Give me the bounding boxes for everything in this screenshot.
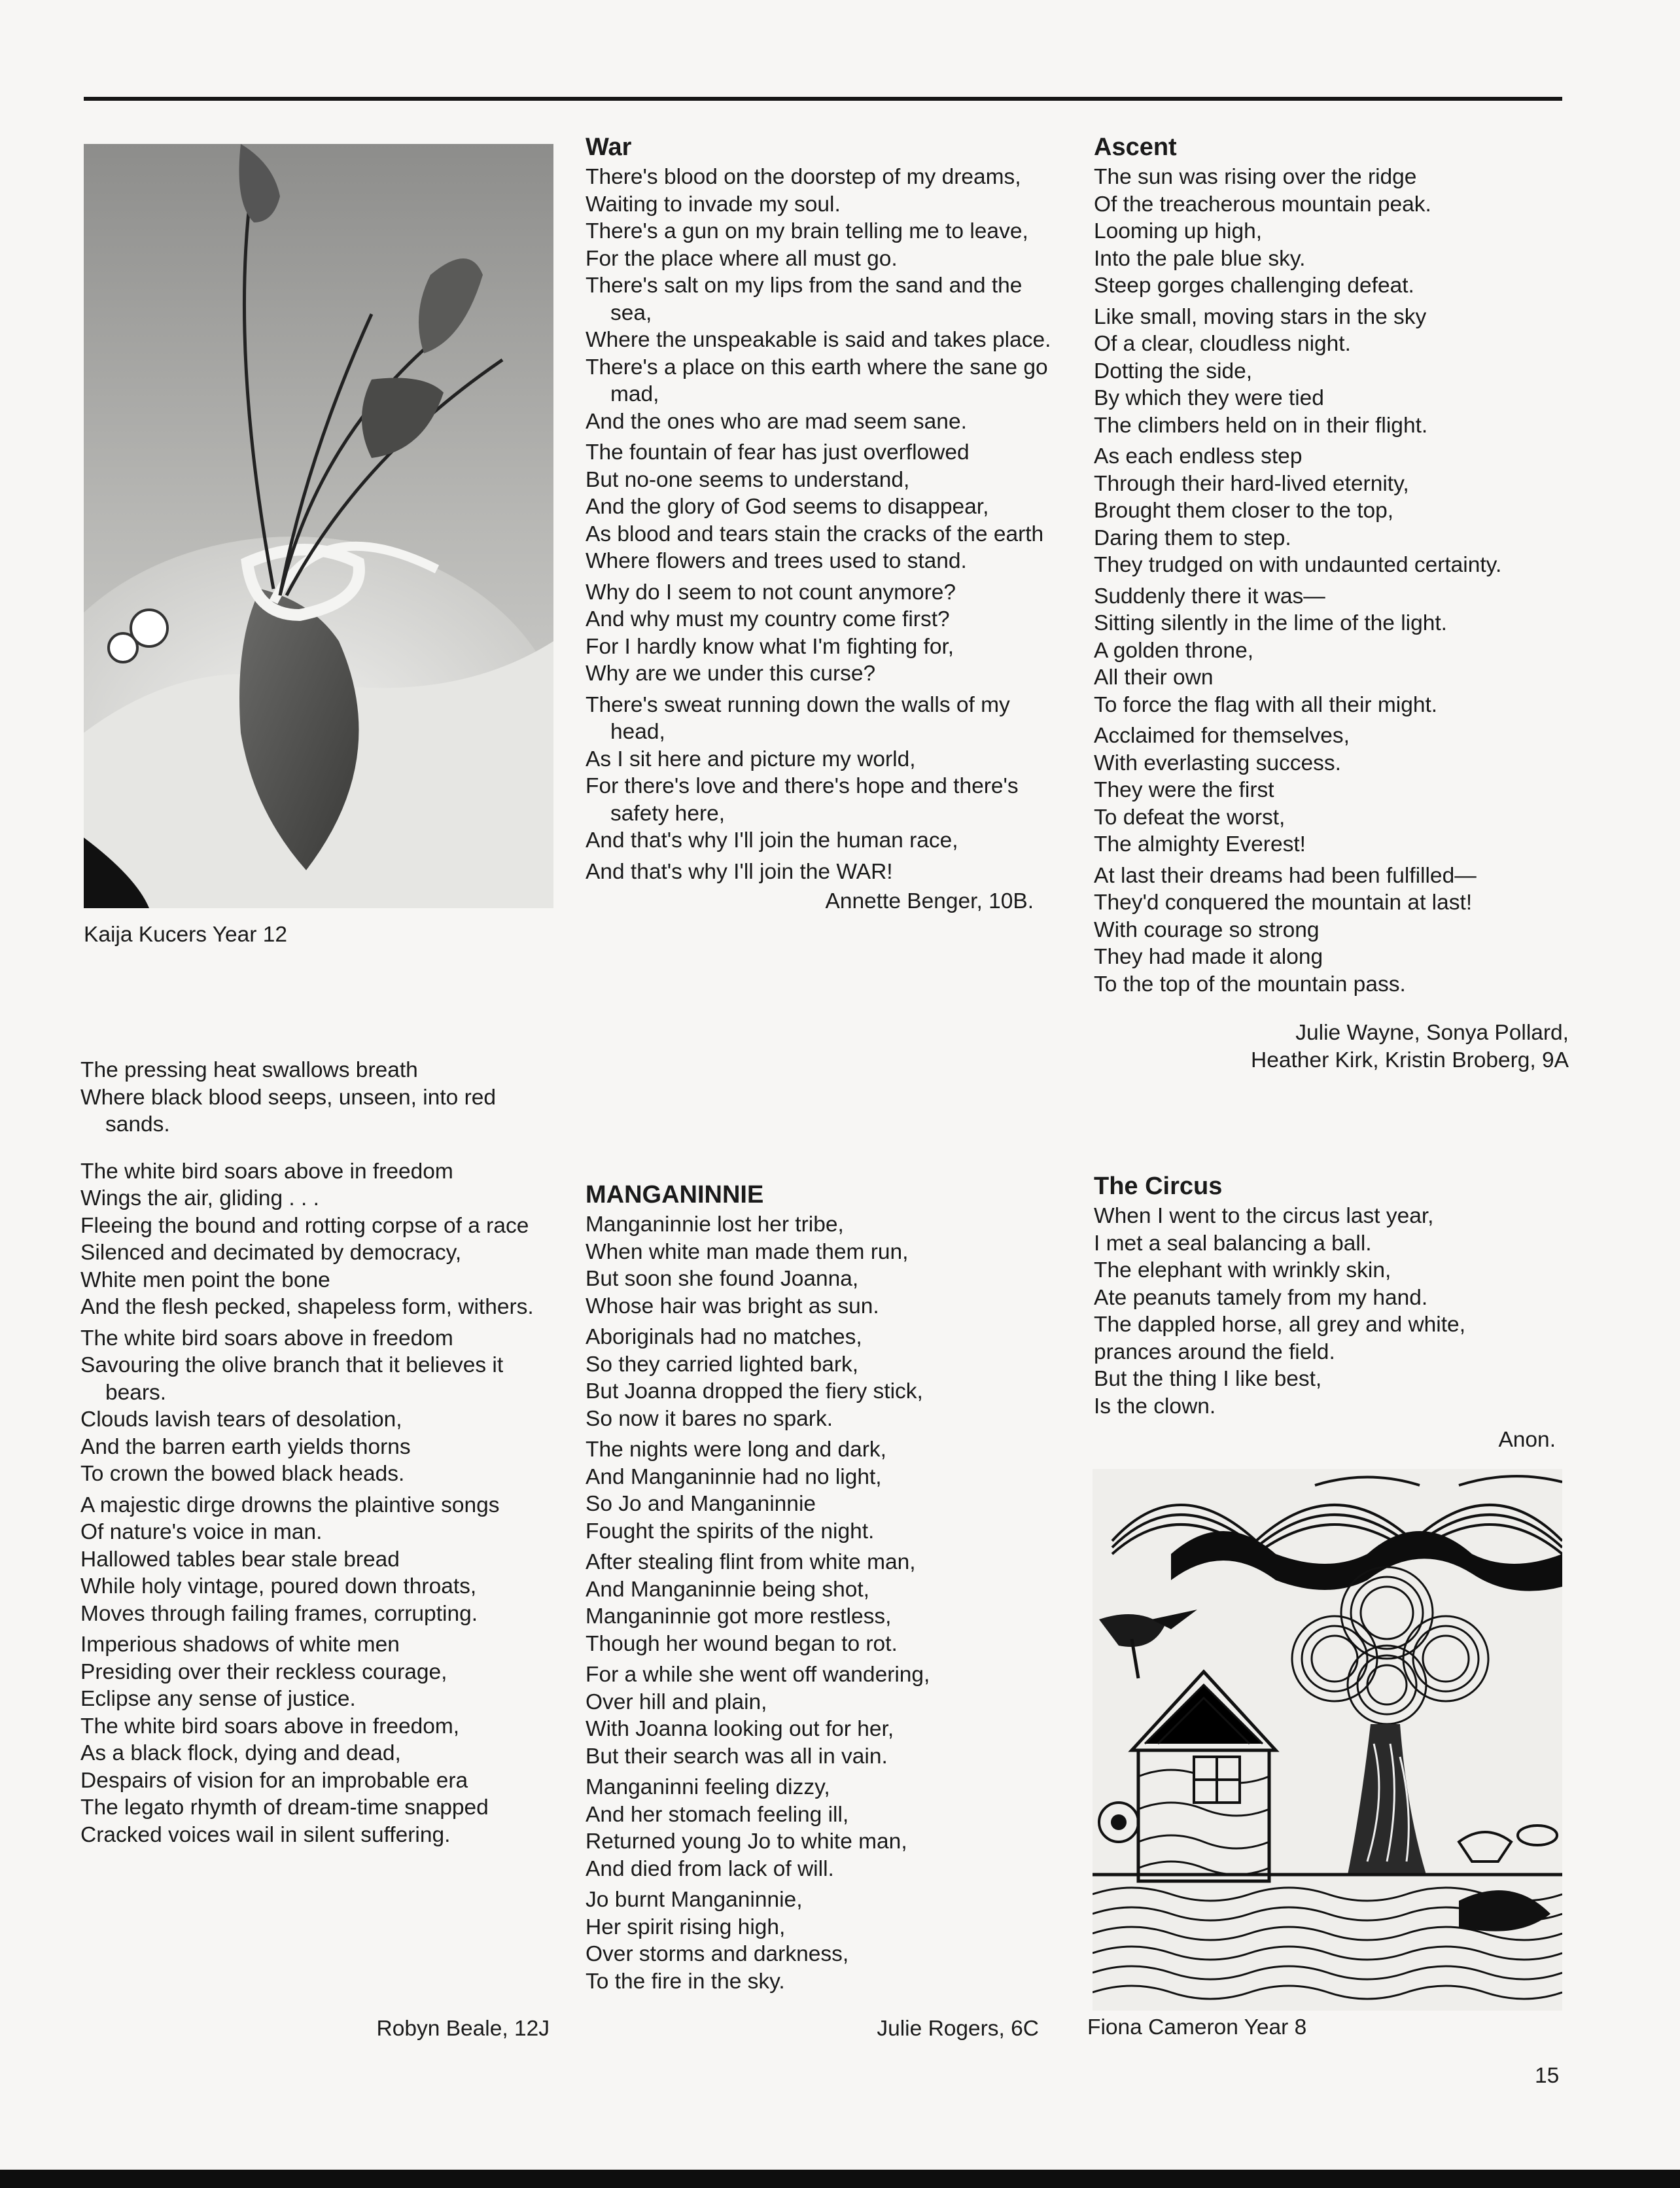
- poem-line: The sun was rising over the ridge: [1094, 165, 1417, 189]
- ascent-poem: [1094, 131, 1578, 998]
- stanza: [1094, 862, 1578, 998]
- poem-line: There's a gun on my brain telling me to leave,: [586, 219, 1028, 243]
- poem-title: Ascent: [1094, 133, 1177, 161]
- poem-line: For a while she went off wandering,: [586, 1663, 930, 1687]
- poem-line: Why do I seem to not count anymore?: [586, 580, 956, 605]
- poem-line: Over storms and darkness,: [586, 1942, 849, 1966]
- poem-title: The Circus: [1094, 1173, 1223, 1200]
- poem-line: Moves through failing frames, corrupting.: [80, 1601, 478, 1626]
- poem-line: A golden throne,: [1094, 638, 1254, 663]
- poem-line: Whose hair was bright as sun.: [586, 1294, 879, 1318]
- poem-line: Brought them closer to the top,: [1094, 499, 1394, 523]
- war-poem: [586, 131, 1070, 915]
- poem-line: So Jo and Manganinnie: [586, 1492, 816, 1516]
- poem-line: Where flowers and trees used to stand.: [586, 549, 967, 573]
- poem-line: Where the unspeakable is said and takes place.: [586, 328, 1051, 352]
- poem-line: They'd conquered the mountain at last!: [1094, 891, 1473, 915]
- poem-line: The white bird soars above in freedom: [80, 1326, 453, 1350]
- stanza: [586, 1661, 1070, 1770]
- poem-line: They were the first: [1094, 778, 1274, 802]
- poem-line: As each endless step: [1094, 444, 1303, 468]
- poem-line: Silenced and decimated by democracy,: [80, 1241, 462, 1265]
- poem-line: Manganinnie got more restless,: [586, 1604, 892, 1629]
- stanza: [586, 1549, 1070, 1657]
- poem-line: Daring them to step.: [1094, 525, 1291, 550]
- scan-edge: [0, 2170, 1680, 2188]
- poem-line: There's salt on my lips from the sand and the sea,: [586, 274, 1023, 325]
- sculpture-photo: [84, 144, 553, 908]
- poem-line: Despairs of vision for an improbable era: [80, 1768, 468, 1793]
- poem-line: Jo burnt Manganinnie,: [586, 1888, 803, 1912]
- poem-line: The legato rhymth of dream-time snapped: [80, 1795, 489, 1820]
- poem-line: While holy vintage, poured down throats,: [80, 1574, 477, 1598]
- poem-line: For the place where all must go.: [586, 246, 898, 271]
- poem-line: Aboriginals had no matches,: [586, 1325, 862, 1349]
- poem-line: Presiding over their reckless courage,: [80, 1659, 447, 1684]
- untitled-poem: [80, 1057, 558, 1848]
- poem-line: White men point the bone: [80, 1267, 330, 1292]
- poem-line: And the barren earth yields thorns: [80, 1434, 411, 1459]
- stanza: [586, 1886, 1070, 1995]
- poem-line: The fountain of fear has just overflowed: [586, 440, 970, 465]
- poem-line: The nights were long and dark,: [586, 1438, 886, 1462]
- poem-line: Savouring the olive branch that it believes it bears.: [80, 1353, 504, 1405]
- stanza: [586, 858, 1070, 886]
- stanza: [586, 1211, 1070, 1320]
- stanza: [1094, 304, 1578, 440]
- poem-line: I met a seal balancing a ball.: [1094, 1231, 1372, 1256]
- poem-line: By which they were tied: [1094, 386, 1324, 410]
- poem-line: Looming up high,: [1094, 219, 1263, 243]
- poem-line: Like small, moving stars in the sky: [1094, 304, 1427, 329]
- poem-line: And that's why I'll join the human race,: [586, 828, 958, 853]
- stanza: [1094, 1203, 1578, 1420]
- poem-line: At last their dreams had been fulfilled—: [1094, 863, 1477, 888]
- photo-caption: Kaija Kucers Year 12: [84, 923, 288, 947]
- poem-line: And died from lack of will.: [586, 1856, 834, 1881]
- stanza: [586, 1324, 1070, 1432]
- poem-line: Fought the spirits of the night.: [586, 1519, 875, 1544]
- stanza: [80, 1492, 558, 1628]
- poem-line: There's sweat running down the walls of my head,: [586, 692, 1010, 744]
- poem-line: To the fire in the sky.: [586, 1969, 785, 1994]
- poem-line: With Joanna looking out for her,: [586, 1717, 894, 1741]
- poem-line: But the thing I like best,: [1094, 1367, 1322, 1391]
- poem-line: So now it bares no spark.: [586, 1406, 833, 1431]
- circus-poem: [1094, 1170, 1578, 1420]
- manganinnie-poem: [586, 1178, 1070, 1995]
- poem-line: As blood and tears stain the cracks of the earth: [586, 521, 1044, 546]
- stanza: [80, 1325, 558, 1488]
- poem-line: Returned young Jo to white man,: [586, 1829, 907, 1854]
- poem-line: For I hardly know what I'm fighting for,: [586, 634, 954, 659]
- stanza: [586, 1436, 1070, 1545]
- poem-author: [1251, 1019, 1569, 1074]
- poem-line: The white bird soars above in freedom,: [80, 1714, 460, 1738]
- poem-line: prances around the field.: [1094, 1339, 1335, 1364]
- poem-line: But their search was all in vain.: [586, 1744, 888, 1769]
- poem-line: And Manganinnie had no light,: [586, 1464, 882, 1489]
- poem-line: To crown the bowed black heads.: [80, 1462, 405, 1486]
- poem-line: There's a place on this earth where the sane go mad,: [586, 355, 1048, 406]
- stanza: [80, 1057, 558, 1138]
- poem-line: To the top of the mountain pass.: [1094, 972, 1406, 997]
- poem-line: Wings the air, gliding . . .: [80, 1186, 319, 1210]
- poem-line: Through their hard-lived eternity,: [1094, 471, 1409, 496]
- poem-line: To defeat the worst,: [1094, 805, 1286, 830]
- poem-line: And why must my country come first?: [586, 607, 950, 631]
- poem-line: Manganinnie lost her tribe,: [586, 1212, 844, 1237]
- poem-line: The dappled horse, all grey and white,: [1094, 1313, 1465, 1337]
- ink-drawing: [1093, 1469, 1562, 2011]
- poem-line: Acclaimed for themselves,: [1094, 724, 1350, 748]
- poem-line: Ate peanuts tamely from my hand.: [1094, 1285, 1428, 1310]
- poem-author: Anon.: [1498, 1428, 1556, 1452]
- poem-line: Of a clear, cloudless night.: [1094, 332, 1351, 356]
- poem-line: They had made it along: [1094, 945, 1323, 969]
- poem-line: Waiting to invade my soul.: [586, 192, 841, 217]
- poem-line: Steep gorges challenging defeat.: [1094, 274, 1414, 298]
- poem-line: A majestic dirge drowns the plaintive songs: [80, 1492, 500, 1517]
- poem-author: Annette Benger, 10B.: [825, 889, 1034, 913]
- poem-line: They trudged on with undaunted certainty.: [1094, 553, 1502, 577]
- poem-line: When white man made them run,: [586, 1239, 909, 1264]
- poem-line: Why are we under this curse?: [586, 662, 876, 686]
- poem-line: Of nature's voice in man.: [80, 1520, 323, 1544]
- poem-line: The climbers held on in their flight.: [1094, 413, 1428, 438]
- poem-line: To force the flag with all their might.: [1094, 692, 1438, 717]
- poem-title: War: [586, 133, 632, 161]
- stanza: [586, 164, 1070, 435]
- poem-line: Sitting silently in the lime of the light.: [1094, 611, 1447, 635]
- poem-line: After stealing flint from white man,: [586, 1550, 916, 1574]
- poem-line: Into the pale blue sky.: [1094, 246, 1306, 271]
- poem-line: Cracked voices wail in silent suffering.: [80, 1822, 451, 1847]
- poem-line: Her spirit rising high,: [586, 1914, 786, 1939]
- stanza: [1094, 722, 1578, 858]
- poem-line: And the flesh pecked, shapeless form, withers.: [80, 1295, 534, 1319]
- poem-line: There's blood on the doorstep of my dreams,: [586, 165, 1021, 189]
- poem-line: And Manganinnie being shot,: [586, 1577, 869, 1602]
- poem-line: And that's why I'll join the WAR!: [586, 859, 893, 884]
- poem-line: Is the clown.: [1094, 1394, 1216, 1419]
- poem-line: Over hill and plain,: [586, 1689, 767, 1714]
- stanza: [80, 1158, 558, 1321]
- poem-title: MANGANINNIE: [586, 1181, 764, 1209]
- poem-line: When I went to the circus last year,: [1094, 1204, 1434, 1228]
- poem-line: For there's love and there's hope and there's safety here,: [586, 774, 1019, 826]
- author-line: Heather Kirk, Kristin Broberg, 9A: [1251, 1048, 1569, 1072]
- poem-line: But Joanna dropped the fiery stick,: [586, 1379, 923, 1403]
- poem-line: Suddenly there it was—: [1094, 584, 1325, 609]
- stanza: [1094, 583, 1578, 719]
- stanza: [586, 579, 1070, 688]
- poem-line: Imperious shadows of white men: [80, 1632, 400, 1657]
- poem-line: The almighty Everest!: [1094, 832, 1306, 856]
- poem-line: Dotting the side,: [1094, 359, 1253, 383]
- poem-line: But no-one seems to understand,: [586, 467, 910, 492]
- stanza: [586, 1774, 1070, 1882]
- poem-line: As a black flock, dying and dead,: [80, 1741, 401, 1765]
- poem-line: And the ones who are mad seem sane.: [586, 409, 967, 434]
- poem-line: And the glory of God seems to disappear,: [586, 495, 989, 519]
- drawing-caption: Fiona Cameron Year 8: [1087, 2015, 1307, 2039]
- poem-line: But soon she found Joanna,: [586, 1267, 859, 1291]
- poem-line: Manganinni feeling dizzy,: [586, 1775, 830, 1799]
- poem-line: The pressing heat swallows breath: [80, 1058, 418, 1082]
- poem-line: With courage so strong: [1094, 917, 1320, 942]
- poem-line: Clouds lavish tears of desolation,: [80, 1407, 402, 1432]
- poem-line: All their own: [1094, 665, 1214, 690]
- page-number: 15: [1535, 2064, 1560, 2088]
- poem-line: Of the treacherous mountain peak.: [1094, 192, 1431, 217]
- poem-line: And her stomach feeling ill,: [586, 1802, 849, 1827]
- stanza: [586, 692, 1070, 855]
- poem-author: Robyn Beale, 12J: [376, 2017, 550, 2041]
- author-line: Julie Wayne, Sonya Pollard,: [1295, 1021, 1569, 1045]
- poem-line: As I sit here and picture my world,: [586, 747, 916, 771]
- poem-line: Where black blood seeps, unseen, into red sands.: [80, 1085, 497, 1137]
- stanza: [80, 1631, 558, 1848]
- stanza: [586, 439, 1070, 575]
- poem-line: So they carried lighted bark,: [586, 1352, 859, 1377]
- poem-author: Julie Rogers, 6C: [877, 2017, 1039, 2041]
- stanza: [1094, 443, 1578, 579]
- poem-line: Fleeing the bound and rotting corpse of a race: [80, 1213, 529, 1238]
- poem-line: The elephant with wrinkly skin,: [1094, 1258, 1391, 1282]
- stanza: [1094, 164, 1578, 300]
- poem-line: Eclipse any sense of justice.: [80, 1687, 356, 1711]
- poem-line: With everlasting success.: [1094, 750, 1341, 775]
- poem-line: Though her wound began to rot.: [586, 1631, 898, 1656]
- poem-line: Hallowed tables bear stale bread: [80, 1547, 400, 1572]
- top-rule: [84, 97, 1562, 101]
- poem-line: The white bird soars above in freedom: [80, 1159, 453, 1184]
